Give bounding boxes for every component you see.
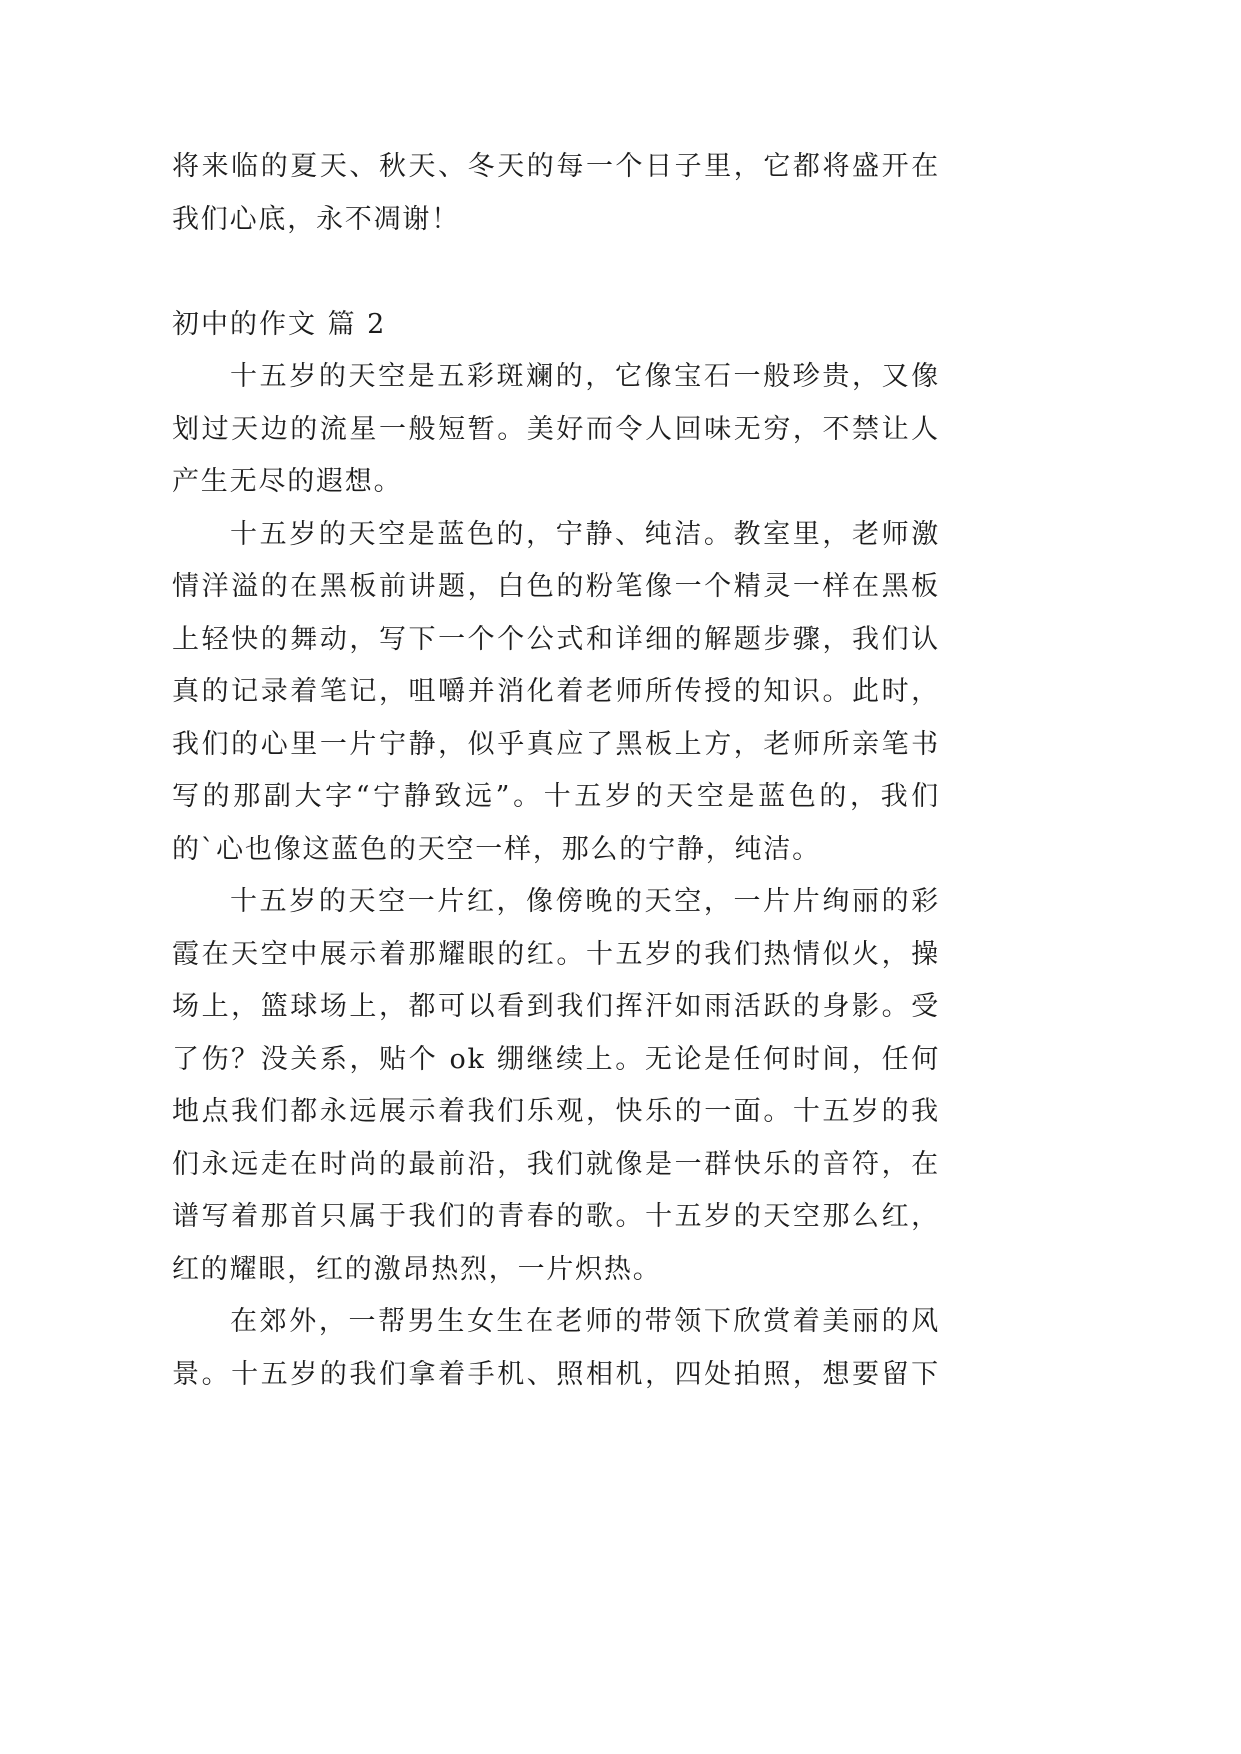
text-line: 们永远走在时尚的最前沿，我们就像是一群快乐的音符，在 — [172, 1148, 940, 1180]
text-line: 十五岁的天空是五彩斑斓的，它像宝石一般珍贵，又像 — [230, 361, 940, 392]
document-body — [172, 141, 940, 1401]
text-line: 了伤？没关系，贴个 ok 绷继续上。无论是任何时间，任何 — [172, 1043, 940, 1075]
paragraph-2 — [172, 509, 940, 877]
text-line: 真的记录着笔记，咀嚼并消化着老师所传授的知识。此时， — [172, 676, 940, 707]
text-line: 十五岁的天空是蓝色的，宁静、纯洁。教室里，老师激 — [230, 518, 940, 550]
paragraph-1 — [172, 351, 940, 509]
blank-line — [172, 246, 940, 299]
text-line: 地点我们都永远展示着我们乐观，快乐的一面。十五岁的我 — [172, 1096, 940, 1127]
text-line: 十五岁的天空一片红，像傍晚的天空，一片片绚丽的彩 — [230, 886, 940, 917]
text-line: 划过天边的流星一般短暂。美好而令人回味无穷，不禁让人 — [172, 413, 940, 445]
text-line: 红的耀眼，红的激昂热烈，一片炽热。 — [172, 1253, 662, 1285]
text-line: 上轻快的舞动，写下一个个公式和详细的解题步骤，我们认 — [172, 623, 940, 655]
text-line: 产生无尽的遐想。 — [172, 466, 403, 497]
text-line: 的`心也像这蓝色的天空一样，那么的宁静，纯洁。 — [172, 833, 821, 865]
text-line: 情洋溢的在黑板前讲题，白色的粉笔像一个精灵一样在黑板 — [172, 571, 940, 602]
text-line: 霞在天空中展示着那耀眼的红。十五岁的我们热情似火，操 — [172, 938, 940, 970]
text-line: 景。十五岁的我们拿着手机、照相机，四处拍照，想要留下 — [172, 1358, 940, 1390]
text-line: 在郊外，一帮男生女生在老师的带领下欣赏着美丽的风 — [230, 1306, 940, 1337]
section-title: 初中的作文 篇 2 — [172, 308, 387, 340]
paragraph-3 — [172, 876, 940, 1296]
text-line: 写的那副大字“宁静致远”。十五岁的天空是蓝色的，我们 — [172, 781, 940, 812]
text-line: 我们心底，永不凋谢！ — [172, 203, 460, 235]
text-line: 场上，篮球场上，都可以看到我们挥汗如雨活跃的身影。受 — [172, 991, 940, 1022]
paragraph-4 — [172, 1296, 940, 1401]
text-line: 谱写着那首只属于我们的青春的歌。十五岁的天空那么红， — [172, 1201, 940, 1232]
continued-paragraph — [172, 141, 940, 246]
text-line: 将来临的夏天、秋天、冬天的每一个日子里，它都将盛开在 — [172, 151, 940, 182]
text-line: 我们的心里一片宁静，似乎真应了黑板上方，老师所亲笔书 — [172, 728, 940, 760]
